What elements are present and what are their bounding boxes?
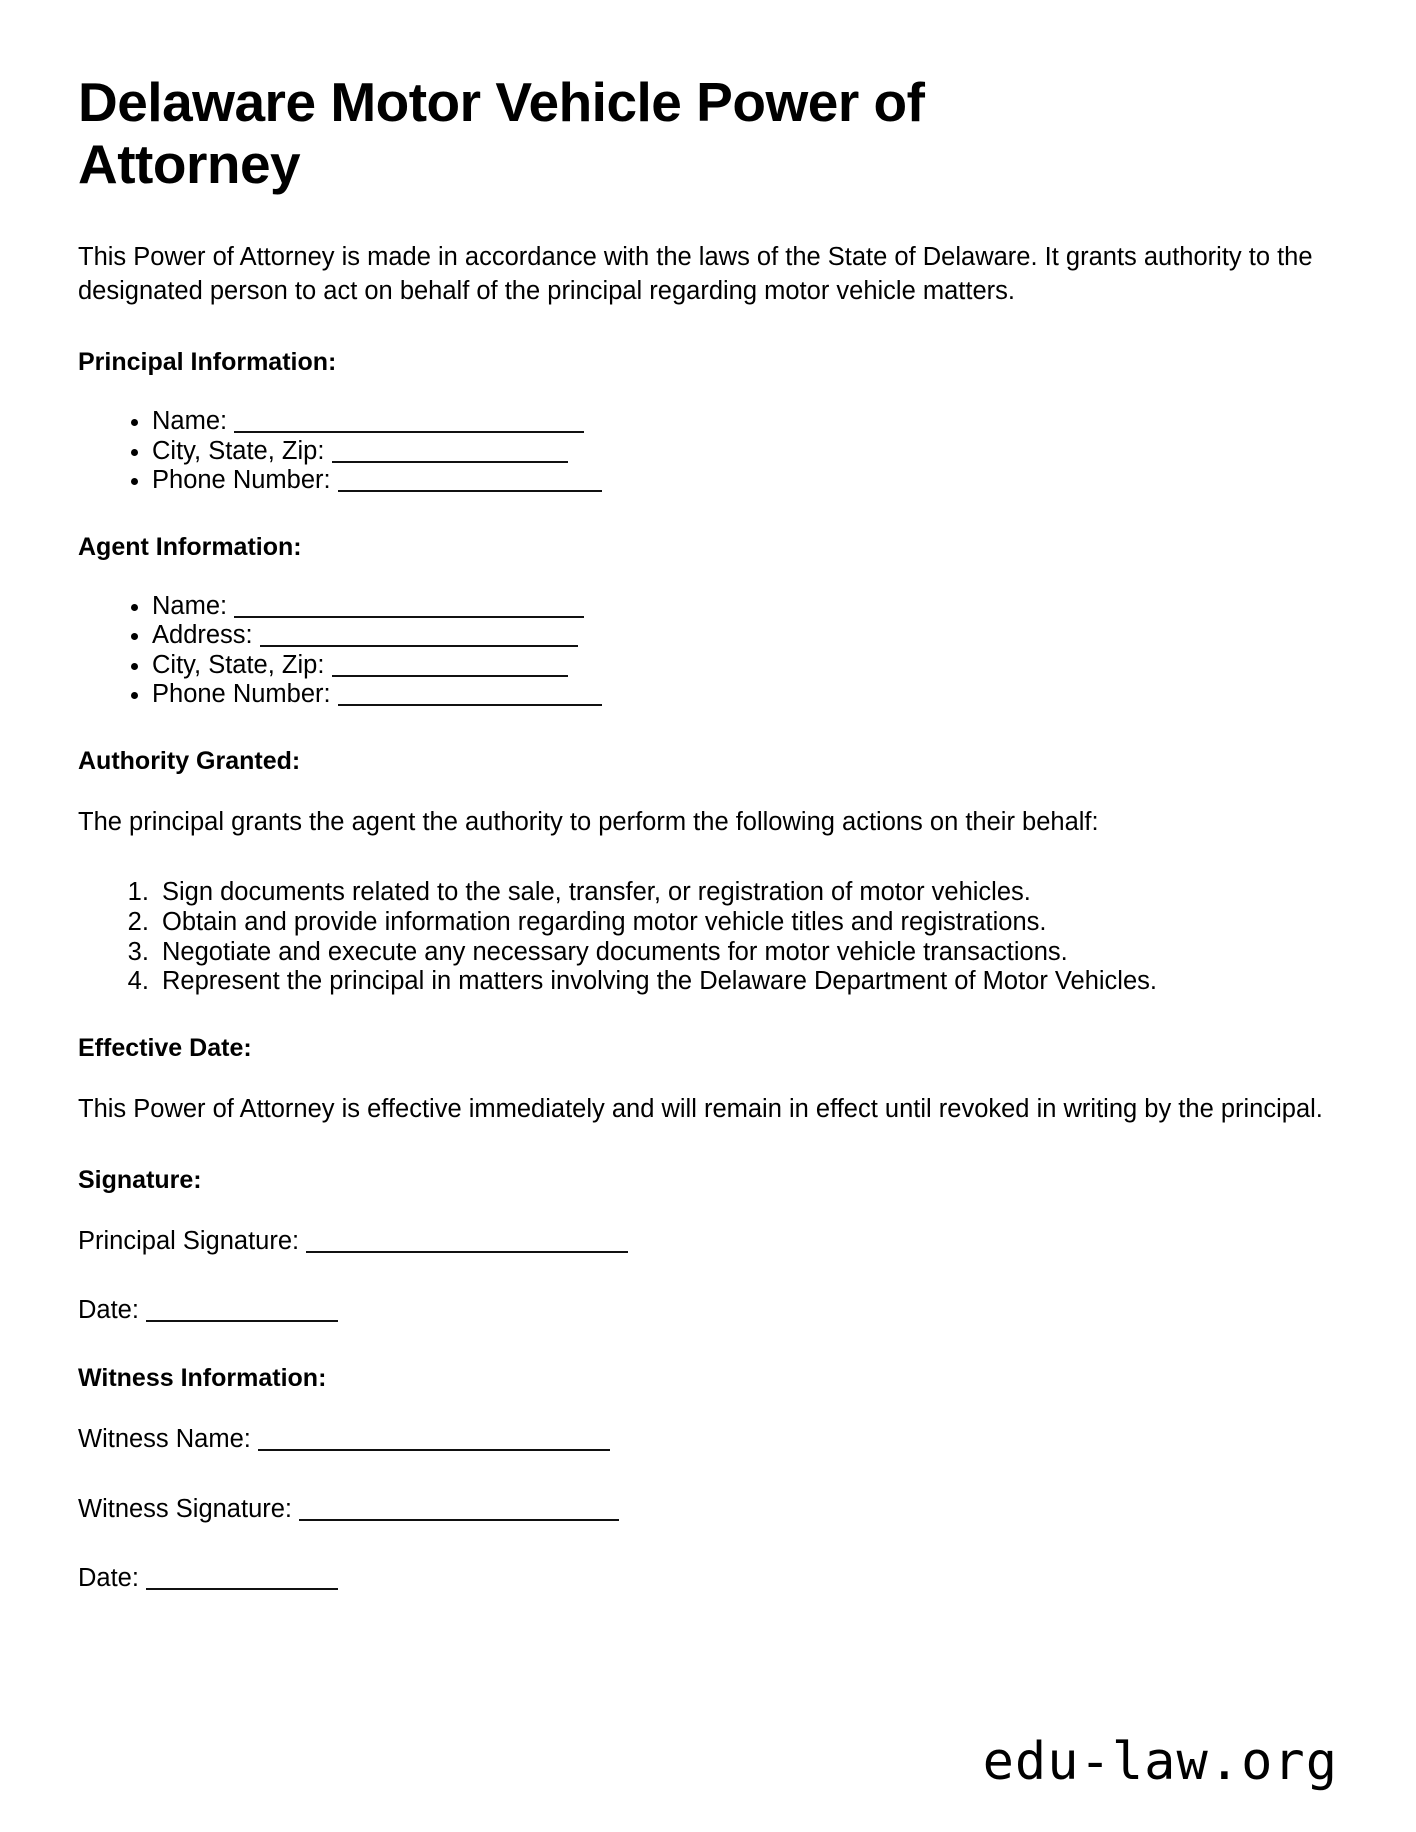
agent-information-heading: Agent Information: bbox=[78, 532, 302, 561]
list-item bbox=[152, 437, 1330, 467]
field-label: Phone Number: bbox=[152, 680, 331, 709]
intro-paragraph: This Power of Attorney is made in accordance with the laws of the State of Delaware. It grants authority to the designated person to act on behalf of the principal regarding motor vehicle matters. bbox=[78, 243, 1313, 306]
authority-intro-paragraph: The principal grants the agent the authority to perform the following actions on their behalf: bbox=[78, 808, 1099, 837]
principal-city-state-zip-blank[interactable] bbox=[332, 445, 568, 463]
list-item bbox=[152, 592, 1330, 622]
agent-name-blank[interactable] bbox=[234, 600, 584, 618]
list-item: 4. Represent the principal in matters involving the Delaware Department of Motor Vehicles. bbox=[156, 967, 1330, 997]
principal-name-blank[interactable] bbox=[234, 415, 584, 433]
principal-information-list bbox=[78, 407, 1330, 496]
principal-date-row bbox=[78, 1294, 1330, 1327]
field-label: Name: bbox=[152, 591, 228, 620]
authority-granted-heading: Authority Granted: bbox=[78, 747, 301, 776]
principal-date-label: Date: bbox=[78, 1296, 139, 1325]
agent-information-list bbox=[78, 592, 1330, 710]
authority-granted-list bbox=[78, 878, 1330, 997]
field-label: Name: bbox=[152, 407, 228, 435]
site-watermark: edu-law.org bbox=[982, 1732, 1338, 1792]
effective-date-heading: Effective Date: bbox=[78, 1034, 252, 1063]
list-item bbox=[152, 466, 1330, 496]
field-label: Phone Number: bbox=[152, 466, 331, 495]
witness-signature-row bbox=[78, 1493, 1330, 1526]
principal-signature-blank[interactable] bbox=[306, 1235, 628, 1253]
page-title: Delaware Motor Vehicle Power of Attorney bbox=[78, 71, 925, 195]
list-item bbox=[152, 407, 1330, 437]
principal-phone-blank[interactable] bbox=[338, 474, 602, 492]
effective-date-paragraph: This Power of Attorney is effective immediately and will remain in effect until revoked in writing by the principal. bbox=[78, 1095, 1323, 1124]
agent-city-state-zip-blank[interactable] bbox=[332, 659, 568, 677]
witness-date-label: Date: bbox=[78, 1563, 139, 1592]
witness-name-row bbox=[78, 1423, 1330, 1456]
field-label: City, State, Zip: bbox=[152, 650, 325, 679]
witness-signature-label: Witness Signature: bbox=[78, 1494, 293, 1523]
list-item: 1. Sign documents related to the sale, transfer, or registration of motor vehicles. bbox=[156, 878, 1330, 908]
signature-heading: Signature: bbox=[78, 1166, 202, 1195]
principal-signature-row bbox=[78, 1225, 1330, 1258]
list-item bbox=[152, 680, 1330, 710]
witness-name-blank[interactable] bbox=[258, 1433, 610, 1451]
list-item bbox=[152, 621, 1330, 651]
witness-name-label: Witness Name: bbox=[78, 1425, 251, 1454]
agent-phone-blank[interactable] bbox=[338, 688, 602, 706]
witness-signature-blank[interactable] bbox=[299, 1503, 619, 1521]
witness-information-heading: Witness Information: bbox=[78, 1364, 327, 1393]
agent-address-blank[interactable] bbox=[260, 629, 578, 647]
principal-date-blank[interactable] bbox=[146, 1304, 338, 1322]
principal-information-heading: Principal Information: bbox=[78, 348, 337, 376]
list-item: 2. Obtain and provide information regarding motor vehicle titles and registrations. bbox=[156, 908, 1330, 938]
field-label: Address: bbox=[152, 621, 253, 650]
field-label: City, State, Zip: bbox=[152, 436, 325, 465]
principal-signature-label: Principal Signature: bbox=[78, 1227, 300, 1256]
list-item bbox=[152, 651, 1330, 681]
witness-date-blank[interactable] bbox=[146, 1572, 338, 1590]
witness-date-row bbox=[78, 1562, 1330, 1595]
list-item: 3. Negotiate and execute any necessary documents for motor vehicle transactions. bbox=[156, 938, 1330, 968]
